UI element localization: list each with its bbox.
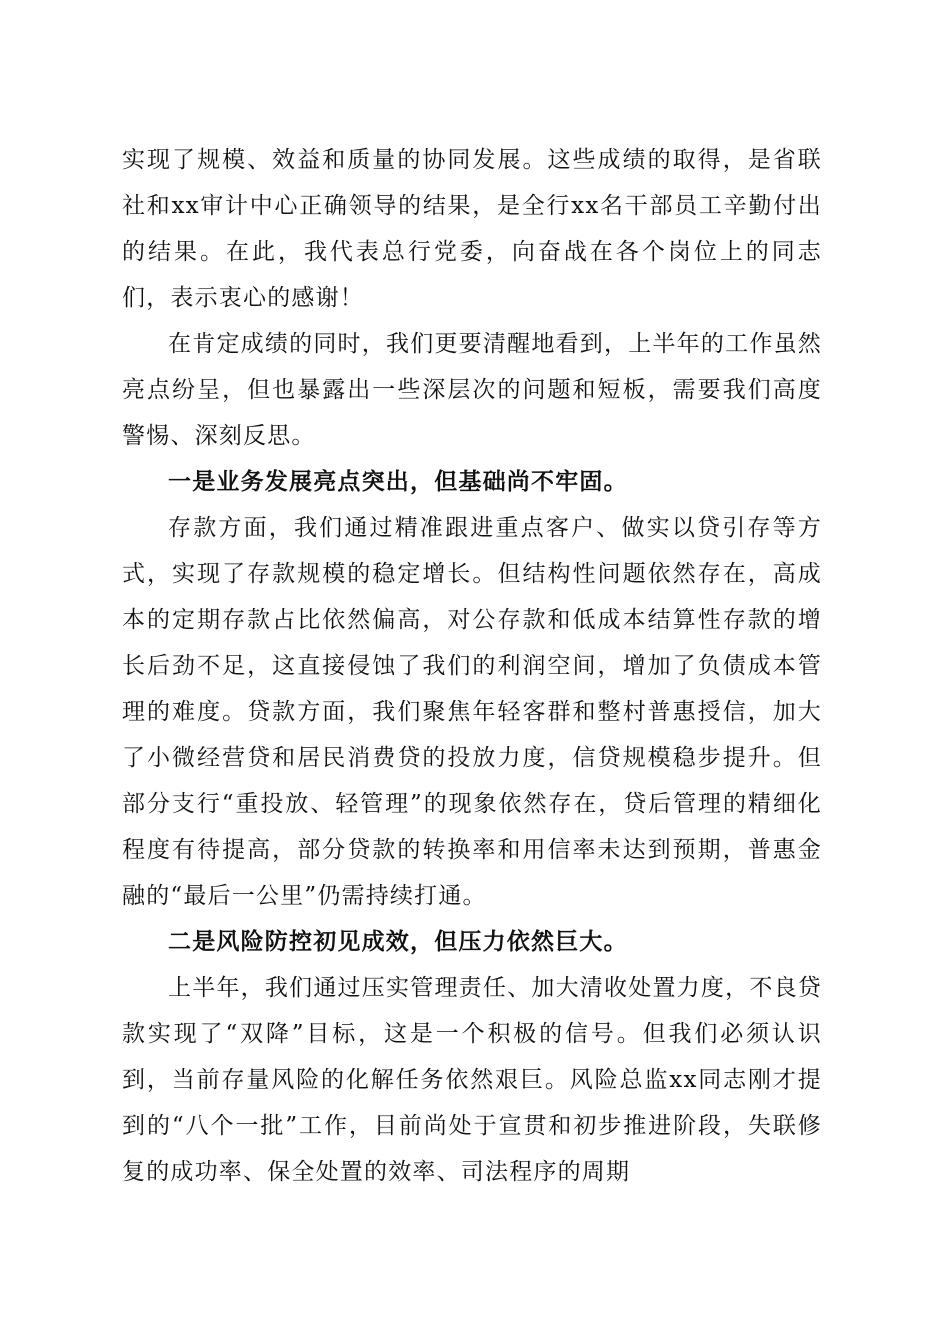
paragraph-deposits-loans: 存款方面，我们通过精准跟进重点客户、做实以贷引存等方式，实现了存款规模的稳定增长。但结构性问题依然存在，高成本的定期存款占比依然偏高，对公存款和低成本结算性存款的增长后劲不足，这直接侵蚀了我们的利润空间，增加了负债成本管理的难度。贷款方面，我们聚焦年轻客群和整村普惠授信，加大了小微经营贷和居民消费贷的投放力度，信贷规模稳步提升。但部分支行“重投放、轻管理”的现象依然存在，贷后管理的精细化程度有待提高，部分贷款的转换率和用信率未达到预期，普惠金融的“最后一公里”仍需持续打通。 bbox=[122, 515, 822, 909]
paragraph-risk-details: 上半年，我们通过压实管理责任、加大清收处置力度，不良贷款实现了“双降”目标，这是一个积极的信号。但我们必须认识到，当前存量风险的化解任务依然艰巨。风险总监xx同志刚才提到的“八个一批”工作，目前尚处于宣贯和初步推进阶段，失联修复的成功率、保全处置的效率、司法程序的周期 bbox=[122, 975, 822, 1185]
document-body bbox=[122, 137, 822, 1195]
paragraph-reflection: 在肯定成绩的同时，我们更要清醒地看到，上半年的工作虽然亮点纷呈，但也暴露出一些深层次的问题和短板，需要我们高度警惕、深刻反思。 bbox=[122, 331, 822, 449]
heading-business-development: 一是业务发展亮点突出，但基础尚不牢固。 bbox=[168, 468, 628, 495]
heading-risk-control: 二是风险防控初见成效，但压力依然巨大。 bbox=[168, 928, 628, 955]
paragraph-continuation: 实现了规模、效益和质量的协同发展。这些成绩的取得，是省联社和xx审计中心正确领导的结果，是全行xx名干部员工辛勤付出的结果。在此，我代表总行党委，向奋战在各个岗位上的同志们，表示衷心的感谢！ bbox=[122, 147, 822, 311]
